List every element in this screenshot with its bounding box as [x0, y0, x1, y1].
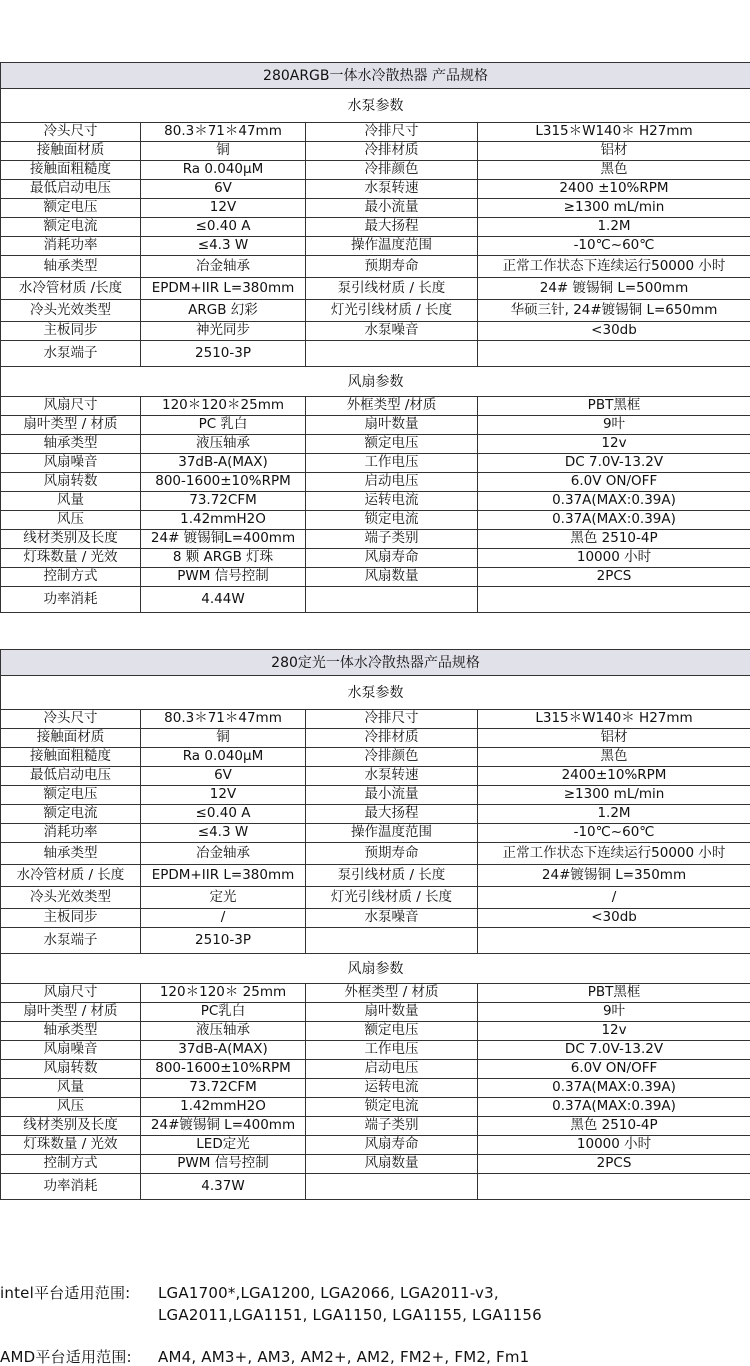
- spec-value: 2PCS: [478, 568, 750, 587]
- spec-value: 黑色 2510-4P: [478, 530, 750, 549]
- spec-label: 操作温度范围: [306, 824, 478, 843]
- spec-label: 风扇尺寸: [1, 397, 141, 416]
- spec-label: 水泵端子: [1, 928, 141, 954]
- spec-label: [306, 928, 478, 954]
- spec-value: 正常工作状态下连续运行50000 小时: [478, 843, 750, 865]
- spec-label: 风扇尺寸: [1, 984, 141, 1003]
- spec-label: [306, 1174, 478, 1200]
- spec-value: ≤4.3 W: [141, 237, 306, 256]
- amd-platform-line: [0, 1350, 529, 1365]
- spec-value: 1.2M: [478, 218, 750, 237]
- table-row: [1, 729, 750, 748]
- spec-label: 水泵端子: [1, 341, 141, 367]
- spec-value: 0.37A(MAX:0.39A): [478, 1098, 750, 1117]
- spec-label: 最低启动电压: [1, 180, 141, 199]
- table-row: [1, 278, 750, 300]
- table-row: [1, 843, 750, 865]
- spec-value: 冶金轴承: [141, 843, 306, 865]
- table-row: [1, 180, 750, 199]
- spec-value: 24# 镀锡铜 L=500mm: [478, 278, 750, 300]
- table-title-text: 280定光一体水冷散热器产品规格: [1, 650, 750, 676]
- spec-value: 6.0V ON/OFF: [478, 1060, 750, 1079]
- spec-label: 冷排材质: [306, 142, 478, 161]
- spec-label: 风压: [1, 511, 141, 530]
- spec-value: Ra 0.040μM: [141, 161, 306, 180]
- spec-value: [478, 587, 750, 613]
- table-title: [1, 650, 750, 676]
- spec-label: 冷排颜色: [306, 161, 478, 180]
- table-row: [1, 199, 750, 218]
- spec-value: 10000 小时: [478, 1136, 750, 1155]
- table-row: [1, 549, 750, 568]
- spec-label: 冷排尺寸: [306, 123, 478, 142]
- spec-value: PWM 信号控制: [141, 568, 306, 587]
- table-row: [1, 1098, 750, 1117]
- spec-label: 灯光引线材质 / 长度: [306, 887, 478, 909]
- spec-label: 额定电流: [1, 218, 141, 237]
- spec-label: 冷头光效类型: [1, 887, 141, 909]
- table-row: [1, 492, 750, 511]
- spec-label: 最大扬程: [306, 218, 478, 237]
- spec-value: EPDM+IIR L=380mm: [141, 865, 306, 887]
- spec-value: 0.37A(MAX:0.39A): [478, 511, 750, 530]
- spec-label: 扇叶类型 / 材质: [1, 1003, 141, 1022]
- table-row: [1, 1022, 750, 1041]
- spec-label: 接触面粗糙度: [1, 161, 141, 180]
- table-row: [1, 530, 750, 549]
- table-row: [1, 454, 750, 473]
- spec-value: 正常工作状态下连续运行50000 小时: [478, 256, 750, 278]
- table-row: [1, 473, 750, 492]
- table-row: [1, 322, 750, 341]
- spec-label: 泵引线材质 / 长度: [306, 865, 478, 887]
- intel-platform-line-1: [0, 1286, 499, 1301]
- spec-value: 6V: [141, 767, 306, 786]
- spec-value: Ra 0.040μM: [141, 748, 306, 767]
- table-row: [1, 1136, 750, 1155]
- pump-section-heading: [1, 676, 750, 710]
- spec-value: 黑色: [478, 748, 750, 767]
- spec-value: 10000 小时: [478, 549, 750, 568]
- spec-label: 水泵噪音: [306, 909, 478, 928]
- table-row: [1, 887, 750, 909]
- spec-label: 水冷管材质 / 长度: [1, 865, 141, 887]
- table-row: [1, 397, 750, 416]
- table-row: [1, 341, 750, 367]
- spec-label: 风扇噪音: [1, 1041, 141, 1060]
- spec-label: 风扇数量: [306, 1155, 478, 1174]
- spec-value: 120＊120＊25mm: [141, 397, 306, 416]
- table-row: [1, 984, 750, 1003]
- spec-value: 9叶: [478, 1003, 750, 1022]
- spec-label: 控制方式: [1, 568, 141, 587]
- spec-label: 泵引线材质 / 长度: [306, 278, 478, 300]
- spec-label: 端子类别: [306, 530, 478, 549]
- spec-label: 额定电压: [306, 1022, 478, 1041]
- spec-label: 最低启动电压: [1, 767, 141, 786]
- spec-label: 冷排材质: [306, 729, 478, 748]
- table-row: [1, 142, 750, 161]
- fan-section-heading-text: 风扇参数: [1, 367, 750, 397]
- spec-label: [306, 587, 478, 613]
- spec-label: 水冷管材质 /长度: [1, 278, 141, 300]
- table-row: [1, 587, 750, 613]
- spec-value: 12v: [478, 1022, 750, 1041]
- spec-label: 消耗功率: [1, 824, 141, 843]
- spec-table-fixed-light: [0, 649, 750, 1200]
- spec-label: 最小流量: [306, 786, 478, 805]
- spec-value: 铜: [141, 729, 306, 748]
- spec-label: 接触面粗糙度: [1, 748, 141, 767]
- spec-label: 外框类型 /材质: [306, 397, 478, 416]
- spec-label: 扇叶数量: [306, 1003, 478, 1022]
- spec-table-argb: [0, 62, 750, 613]
- spec-value: 24# 镀锡铜L=400mm: [141, 530, 306, 549]
- table-row: [1, 1155, 750, 1174]
- spec-label: 额定电流: [1, 805, 141, 824]
- spec-value: 神光同步: [141, 322, 306, 341]
- pump-section-heading-text: 水泵参数: [1, 89, 750, 123]
- amd-platform-values: AM4, AM3+, AM3, AM2+, AM2, FM2+, FM2, Fm1: [158, 1348, 530, 1366]
- table-row: [1, 928, 750, 954]
- spec-value: EPDM+IIR L=380mm: [141, 278, 306, 300]
- spec-value: 铝材: [478, 729, 750, 748]
- spec-label: 风量: [1, 1079, 141, 1098]
- spec-label: 主板同步: [1, 909, 141, 928]
- table-row: [1, 218, 750, 237]
- spec-value: 0.37A(MAX:0.39A): [478, 1079, 750, 1098]
- spec-label: 轴承类型: [1, 1022, 141, 1041]
- spec-label: 额定电压: [1, 199, 141, 218]
- fan-section-heading: [1, 367, 750, 397]
- spec-value: 冶金轴承: [141, 256, 306, 278]
- spec-label: 锁定电流: [306, 1098, 478, 1117]
- table-row: [1, 1174, 750, 1200]
- spec-label: 风压: [1, 1098, 141, 1117]
- spec-label: 水泵转速: [306, 767, 478, 786]
- spec-value: PBT黑框: [478, 984, 750, 1003]
- table-title-text: 280ARGB一体水冷散热器 产品规格: [1, 63, 750, 89]
- spec-value: 24#镀锡铜 L=400mm: [141, 1117, 306, 1136]
- spec-value: [478, 341, 750, 367]
- spec-value: 1.42mmH2O: [141, 511, 306, 530]
- spec-label: 冷头光效类型: [1, 300, 141, 322]
- spec-label: 接触面材质: [1, 729, 141, 748]
- spec-value: /: [141, 909, 306, 928]
- spec-label: 风扇数量: [306, 568, 478, 587]
- table-row: [1, 161, 750, 180]
- spec-label: 启动电压: [306, 1060, 478, 1079]
- intel-platform-values-2: LGA2011,LGA1151, LGA1150, LGA1155, LGA1156: [158, 1306, 542, 1324]
- spec-value: ≥1300 mL/min: [478, 786, 750, 805]
- spec-label: 额定电压: [306, 435, 478, 454]
- spec-value: ≤4.3 W: [141, 824, 306, 843]
- spec-value: 73.72CFM: [141, 492, 306, 511]
- table-row: [1, 786, 750, 805]
- spec-value: 80.3＊71＊47mm: [141, 123, 306, 142]
- spec-value: PC 乳白: [141, 416, 306, 435]
- spec-value: [478, 928, 750, 954]
- spec-label: 控制方式: [1, 1155, 141, 1174]
- spec-label: 额定电压: [1, 786, 141, 805]
- table-row: [1, 300, 750, 322]
- table-title: [1, 63, 750, 89]
- pump-section-heading-text: 水泵参数: [1, 676, 750, 710]
- spec-label: 轴承类型: [1, 843, 141, 865]
- amd-platform-label: AMD平台适用范围:: [0, 1348, 132, 1366]
- spec-value: 液压轴承: [141, 435, 306, 454]
- table-row: [1, 435, 750, 454]
- spec-label: 风扇噪音: [1, 454, 141, 473]
- spec-value: 12v: [478, 435, 750, 454]
- spec-value: 73.72CFM: [141, 1079, 306, 1098]
- spec-label: 轴承类型: [1, 435, 141, 454]
- spec-label: 预期寿命: [306, 843, 478, 865]
- spec-value: <30db: [478, 909, 750, 928]
- spec-value: ≥1300 mL/min: [478, 199, 750, 218]
- intel-platform-label: intel平台适用范围:: [0, 1284, 131, 1302]
- spec-value: 120＊120＊ 25mm: [141, 984, 306, 1003]
- table-row: [1, 123, 750, 142]
- spec-label: 最大扬程: [306, 805, 478, 824]
- spec-label: 风扇转数: [1, 1060, 141, 1079]
- spec-value: <30db: [478, 322, 750, 341]
- spec-label: 轴承类型: [1, 256, 141, 278]
- table-row: [1, 237, 750, 256]
- spec-label: 消耗功率: [1, 237, 141, 256]
- spec-label: 功率消耗: [1, 587, 141, 613]
- spec-value: 4.44W: [141, 587, 306, 613]
- spec-value: 24#镀锡铜 L=350mm: [478, 865, 750, 887]
- spec-value: [478, 1174, 750, 1200]
- spec-value: -10℃~60℃: [478, 824, 750, 843]
- spec-value: 铜: [141, 142, 306, 161]
- spec-value: 1.2M: [478, 805, 750, 824]
- spec-label: 灯光引线材质 / 长度: [306, 300, 478, 322]
- spec-value: 12V: [141, 786, 306, 805]
- spec-value: 800-1600±10%RPM: [141, 473, 306, 492]
- spec-label: 冷排尺寸: [306, 710, 478, 729]
- table-row: [1, 767, 750, 786]
- spec-value: 800-1600±10%RPM: [141, 1060, 306, 1079]
- spec-label: 线材类别及长度: [1, 530, 141, 549]
- spec-label: 风扇寿命: [306, 549, 478, 568]
- spec-label: 风扇转数: [1, 473, 141, 492]
- spec-label: 冷头尺寸: [1, 710, 141, 729]
- spec-value: LED定光: [141, 1136, 306, 1155]
- table-row: [1, 710, 750, 729]
- spec-label: 水泵转速: [306, 180, 478, 199]
- spec-label: 外框类型 / 材质: [306, 984, 478, 1003]
- spec-label: 风扇寿命: [306, 1136, 478, 1155]
- spec-value: 6.0V ON/OFF: [478, 473, 750, 492]
- spec-value: L315＊W140＊ H27mm: [478, 123, 750, 142]
- fan-section-heading: [1, 954, 750, 984]
- spec-label: 线材类别及长度: [1, 1117, 141, 1136]
- spec-value: PWM 信号控制: [141, 1155, 306, 1174]
- spec-value: 9叶: [478, 416, 750, 435]
- spec-label: 冷头尺寸: [1, 123, 141, 142]
- spec-value: L315＊W140＊ H27mm: [478, 710, 750, 729]
- spec-label: 最小流量: [306, 199, 478, 218]
- spec-label: 扇叶数量: [306, 416, 478, 435]
- spec-label: 冷排颜色: [306, 748, 478, 767]
- spec-value: 37dB-A(MAX): [141, 454, 306, 473]
- spec-label: 操作温度范围: [306, 237, 478, 256]
- table-row: [1, 1117, 750, 1136]
- spec-value: 铝材: [478, 142, 750, 161]
- spec-value: 2400±10%RPM: [478, 767, 750, 786]
- spec-label: 预期寿命: [306, 256, 478, 278]
- table-row: [1, 1041, 750, 1060]
- spec-value: 黑色: [478, 161, 750, 180]
- spec-value: PC乳白: [141, 1003, 306, 1022]
- spec-label: 运转电流: [306, 1079, 478, 1098]
- pump-section-heading: [1, 89, 750, 123]
- table-row: [1, 416, 750, 435]
- spec-value: 2PCS: [478, 1155, 750, 1174]
- spec-value: 定光: [141, 887, 306, 909]
- spec-label: 端子类别: [306, 1117, 478, 1136]
- spec-value: DC 7.0V-13.2V: [478, 454, 750, 473]
- table-row: [1, 824, 750, 843]
- table-row: [1, 1060, 750, 1079]
- spec-value: 8 颗 ARGB 灯珠: [141, 549, 306, 568]
- spec-value: 2510-3P: [141, 341, 306, 367]
- spec-value: ARGB 幻彩: [141, 300, 306, 322]
- spec-value: 12V: [141, 199, 306, 218]
- spec-label: 风量: [1, 492, 141, 511]
- spec-value: 液压轴承: [141, 1022, 306, 1041]
- spec-value: 黑色 2510-4P: [478, 1117, 750, 1136]
- spec-value: 华硕三针, 24#镀锡铜 L=650mm: [478, 300, 750, 322]
- spec-value: 0.37A(MAX:0.39A): [478, 492, 750, 511]
- table-row: [1, 1003, 750, 1022]
- spec-value: 6V: [141, 180, 306, 199]
- table-row: [1, 1079, 750, 1098]
- intel-platform-values-1: LGA1700*,LGA1200, LGA2066, LGA2011-v3,: [158, 1284, 499, 1302]
- spec-value: ≤0.40 A: [141, 218, 306, 237]
- spec-label: 工作电压: [306, 454, 478, 473]
- spec-value: 2510-3P: [141, 928, 306, 954]
- spec-label: 扇叶类型 / 材质: [1, 416, 141, 435]
- spec-value: DC 7.0V-13.2V: [478, 1041, 750, 1060]
- spec-value: ≤0.40 A: [141, 805, 306, 824]
- table-row: [1, 748, 750, 767]
- spec-value: 2400 ±10%RPM: [478, 180, 750, 199]
- table-row: [1, 568, 750, 587]
- table-row: [1, 805, 750, 824]
- spec-value: 37dB-A(MAX): [141, 1041, 306, 1060]
- spec-value: 4.37W: [141, 1174, 306, 1200]
- fan-section-heading-text: 风扇参数: [1, 954, 750, 984]
- table-row: [1, 865, 750, 887]
- table-row: [1, 256, 750, 278]
- spec-label: [306, 341, 478, 367]
- spec-label: 接触面材质: [1, 142, 141, 161]
- spec-label: 功率消耗: [1, 1174, 141, 1200]
- spec-label: 运转电流: [306, 492, 478, 511]
- spec-value: -10℃~60℃: [478, 237, 750, 256]
- spec-label: 灯珠数量 / 光效: [1, 549, 141, 568]
- spec-label: 灯珠数量 / 光效: [1, 1136, 141, 1155]
- spec-value: /: [478, 887, 750, 909]
- spec-label: 主板同步: [1, 322, 141, 341]
- spec-label: 水泵噪音: [306, 322, 478, 341]
- intel-platform-line-2: [0, 1308, 542, 1323]
- spec-label: 锁定电流: [306, 511, 478, 530]
- table-row: [1, 511, 750, 530]
- spec-label: 工作电压: [306, 1041, 478, 1060]
- spec-label: 启动电压: [306, 473, 478, 492]
- spec-value: 80.3＊71＊47mm: [141, 710, 306, 729]
- spec-value: PBT黑框: [478, 397, 750, 416]
- spec-value: 1.42mmH2O: [141, 1098, 306, 1117]
- table-row: [1, 909, 750, 928]
